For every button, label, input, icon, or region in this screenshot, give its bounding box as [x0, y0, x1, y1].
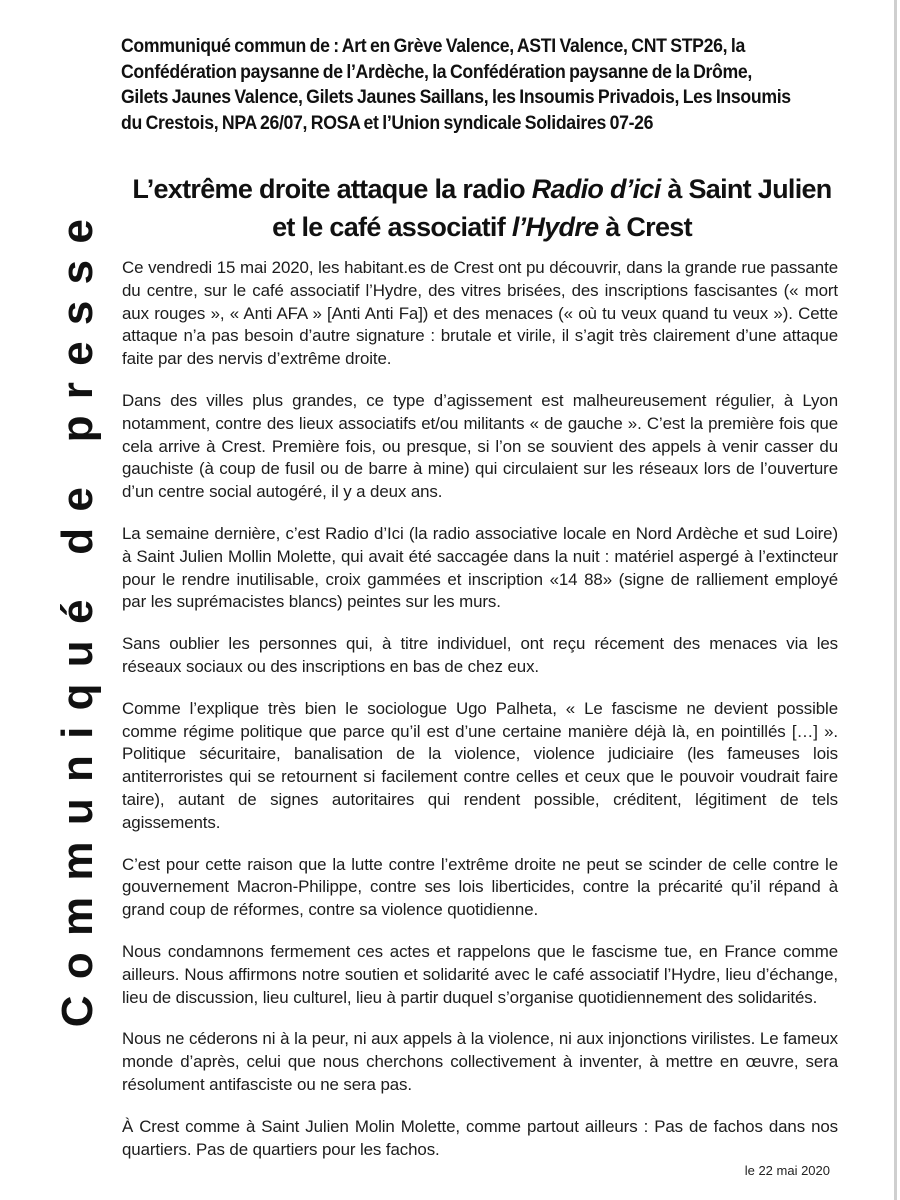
press-release-body — [122, 257, 838, 1180]
paragraph-8: Nous ne céderons ni à la peur, ni aux appels à la violence, ni aux injonctions virilistes. Le fameux monde d’après, celui que nous cherchons collectivement à inventer, à mettre en œuvre, sera résolument antifasciste ou ne sera pas. — [122, 1029, 838, 1094]
paragraph-2: Dans des villes plus grandes, ce type d’agissement est malheureusement régulier, à Lyon notamment, contre des lieux associatifs et/ou militants « de gauche ». C’est la première fois que cela arrive à Crest. Première fois, ou presque, si l’on se souvient des appels à venir casser du gauchiste (à coup de fusil ou de barre à mine) qui circulaient sur les réseaux lors de l’ouverture d’un centre social autogéré, il y a deux ans. — [122, 390, 838, 502]
headline-part-1: L’extrême droite attaque la radio — [132, 174, 532, 204]
paragraph-4: Sans oublier les personnes qui, à titre individuel, ont reçu récement des menaces via les réseaux sociaux ou des inscriptions en bas de chez eux. — [122, 634, 838, 676]
paragraph-6: C’est pour cette raison que la lutte contre l’extrême droite ne peut se scinder de celle contre le gouvernement Macron-Philippe, contre ses lois liberticides, contre la précarité qu’il répand à grand coup de réformes, contre sa violence quotidienne. — [122, 854, 838, 920]
press-release-headline — [121, 170, 843, 246]
paragraph-3: La semaine dernière, c’est Radio d’Ici (la radio associative locale en Nord Ardèche et sud Loire) à Saint Julien Mollin Molette, qui avait été saccagée dans la nuit : matériel aspergé à l’extincteur pour le rendre inutilisable, croix gammées et inscription «14 88» (signe de ralliement employé par les suprémacistes blancs) peintes sur les murs. — [122, 523, 838, 612]
paragraph-9: À Crest comme à Saint Julien Molin Molette, comme partout ailleurs : Pas de fachos dans nos quartiers. Pas de quartiers pour les fachos. — [122, 1116, 838, 1159]
headline-part-3: à Crest — [598, 212, 692, 242]
headline-radio-name: Radio d’ici — [531, 174, 661, 204]
headline-cafe-name: l’Hydre — [511, 212, 599, 242]
release-date: le 22 mai 2020 — [744, 1163, 830, 1178]
side-label-communique-de-presse: Communiqué de presse — [53, 202, 102, 1028]
headline-part-2: à Saint Julien et le café associatif — [272, 174, 832, 242]
paragraph-1: Ce vendredi 15 mai 2020, les habitant.es de Crest ont pu découvrir, dans la grande rue passante du centre, sur le café associatif l’Hydre, des vitres brisées, des inscriptions fascisantes (« mort aux rouges », « Anti AFA » [Anti Anti Fa]) et des menaces (« où tu veux quand tu veux »). Cette attaque n’a pas besoin d’autre signature : brutale et virile, il s’agit très clairement d’une attaque faite par des nervis d’extrême droite. — [122, 258, 838, 369]
signatories-header: Communiqué commun de : Art en Grève Valence, ASTI Valence, CNT STP26, la Confédération paysanne de l’Ardèche, la Confédération paysanne de la Drôme, Gilets Jaunes Valence, Gilets Jaunes Saillans, les Insoumis Privadois, Les Insoumis du Crestois, NPA 26/07, ROSA et l’Union syndicale Solidaires 07-26 — [121, 36, 791, 134]
paragraph-7: Nous condamnons fermement ces actes et rappelons que le fascisme tue, en France comme ailleurs. Nous affirmons notre soutien et solidarité avec le café associatif l’Hydre, lieu d’échange, lieu de discussion, lieu culturel, lieu à partir duquel s’organise quotidiennement des solidarités. — [122, 941, 838, 1007]
paragraph-5: Comme l’explique très bien le sociologue Ugo Palheta, « Le fascisme ne devient possible comme régime politique que parce qu’il est d’une certaine manière déjà là, en pointillés […] ». Politique sécuritaire, banalisation de la violence, violence judiciaire (les fameuses lois antiterroristes qui se retournent si facilement contre celles et ceux que le pouvoir voudrait faire taire), autant de signes autoritaires qui rendent possible, créditent, légitiment de tels agissements. — [122, 698, 838, 832]
